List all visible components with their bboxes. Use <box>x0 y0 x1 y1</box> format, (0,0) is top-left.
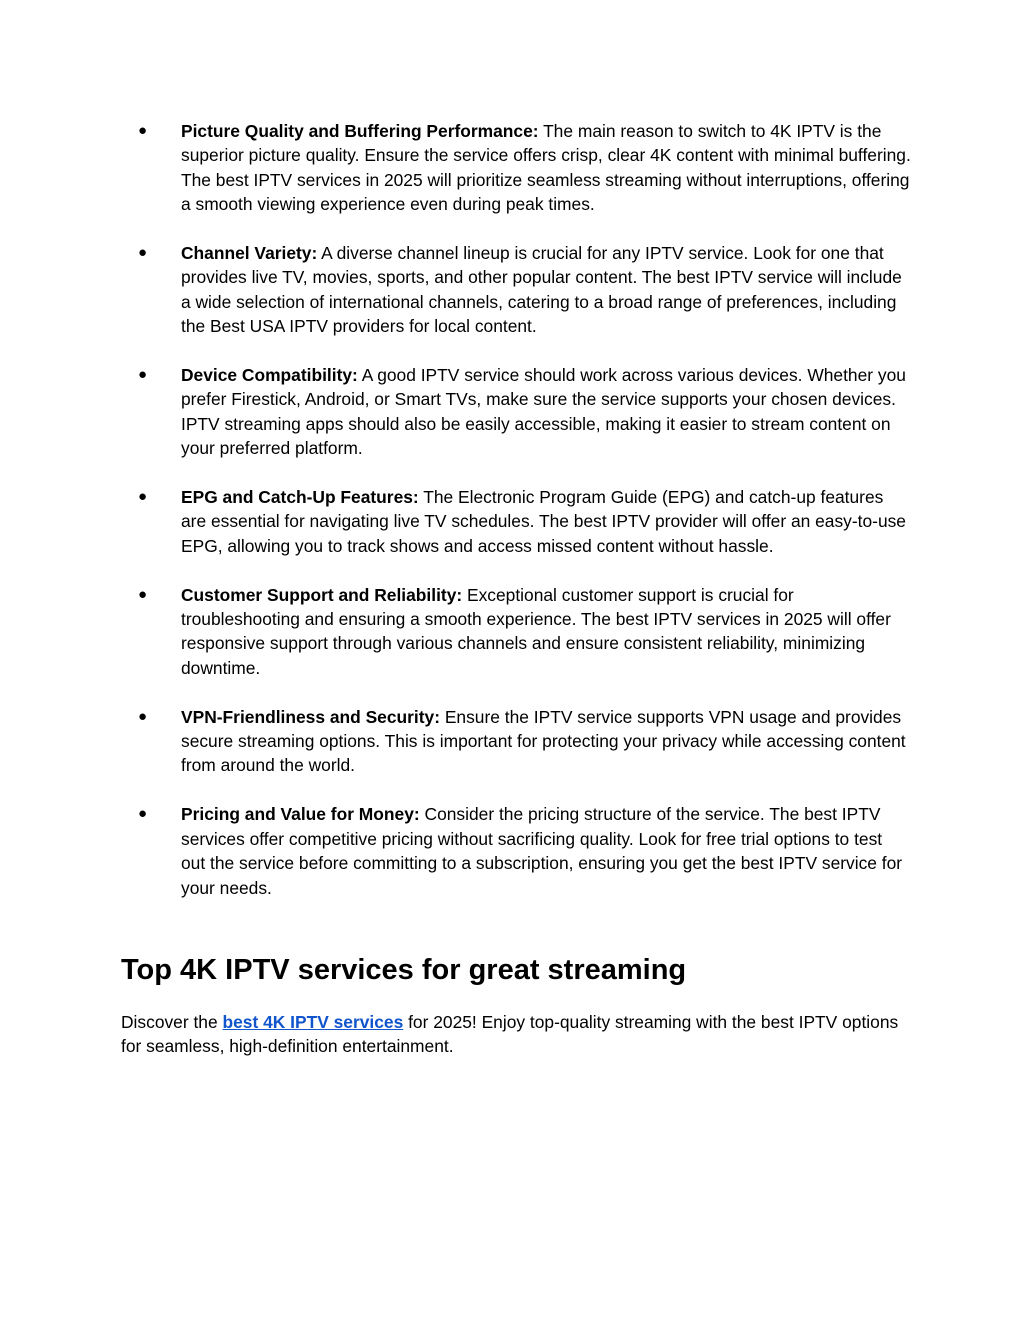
list-item <box>121 802 911 900</box>
bullet-term: VPN-Friendliness and Security: <box>181 706 440 727</box>
intro-paragraph <box>121 1010 911 1059</box>
bullet-text: A good IPTV service should work across various devices. Whether you prefer Firestick, Android, or Smart TVs, make sure the service supports your chosen devices. IPTV streaming apps should also be easily accessible, making it easier to stream content on your preferred platform. <box>181 365 906 459</box>
bullet-text: Ensure the IPTV service supports VPN usage and provides secure streaming options. This is important for protecting your privacy while accessing content from around the world. <box>181 706 906 776</box>
bullet-icon: ● <box>138 707 148 725</box>
bullet-text: The main reason to switch to 4K IPTV is the superior picture quality. Ensure the service offers crisp, clear 4K content with minimal buffering. The best IPTV services in 2025 will prioritize seamless streaming without interruptions, offering a smooth viewing experience even during peak times. <box>181 121 911 215</box>
bullet-term: Customer Support and Reliability: <box>181 584 463 605</box>
list-item <box>121 241 911 339</box>
bullet-icon: ● <box>138 122 148 139</box>
paragraph-text-before: Discover the <box>121 1012 223 1032</box>
list-item <box>121 583 911 681</box>
bullet-text: Consider the pricing structure of the service. The best IPTV services offer competitive pricing without sacrificing quality. Look for free trial options to test out the service before committing to a subscription, ensuring you get the best IPTV service for your needs. <box>181 804 903 898</box>
best-4k-iptv-link[interactable]: best 4K IPTV services <box>222 1012 404 1032</box>
feature-bullet-list <box>121 119 911 900</box>
bullet-icon: ● <box>138 244 148 262</box>
bullet-term: Picture Quality and Buffering Performance: <box>181 121 539 141</box>
bullet-term: EPG and Catch-Up Features: <box>181 487 419 508</box>
list-item <box>121 363 911 461</box>
bullet-text: A diverse channel lineup is crucial for any IPTV service. Look for one that provides live TV, movies, sports, and other popular content. The best IPTV service will include a wide selection of international channels, catering to a broad range of preferences, including the Best USA IPTV providers for local content. <box>181 243 902 337</box>
bullet-text: The Electronic Program Guide (EPG) and catch-up features are essential for navigating live TV schedules. The best IPTV provider will offer an easy-to-use EPG, allowing you to track shows and access missed content without hassle. <box>181 487 906 556</box>
bullet-text: Exceptional customer support is crucial for troubleshooting and ensuring a smooth experience. The best IPTV services in 2025 will offer responsive support through various channels and ensure consistent reliability, minimizing downtime. <box>181 584 891 678</box>
bullet-icon: ● <box>138 585 148 603</box>
bullet-term: Device Compatibility: <box>181 365 358 386</box>
bullet-icon: ● <box>138 366 148 384</box>
bullet-term: Pricing and Value for Money: <box>181 804 420 825</box>
list-item <box>121 485 911 558</box>
section-heading: Top 4K IPTV services for great streaming <box>121 954 687 986</box>
list-item <box>121 119 911 217</box>
bullet-icon: ● <box>138 488 148 506</box>
bullet-icon: ● <box>138 805 148 823</box>
bullet-term: Channel Variety: <box>181 243 318 264</box>
list-item <box>121 705 911 778</box>
paragraph-text-after: for 2025! Enjoy top-quality streaming with the best IPTV options for seamless, high-definition entertainment. <box>121 1012 899 1057</box>
